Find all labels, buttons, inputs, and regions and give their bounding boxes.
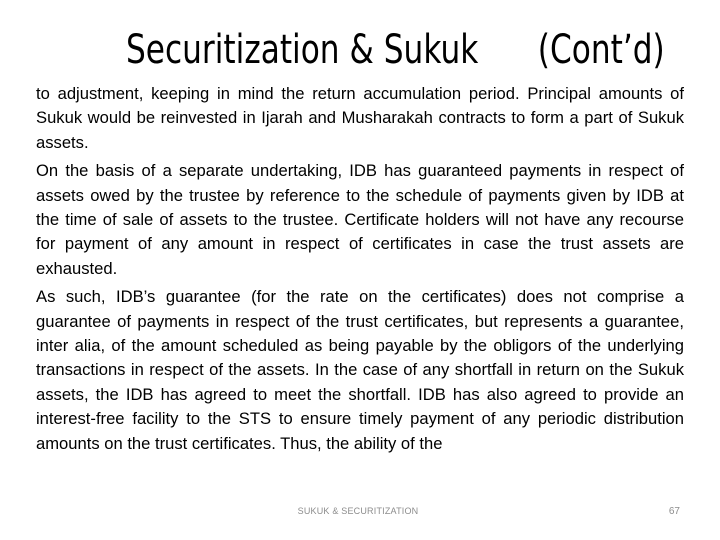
slide-body <box>36 82 684 460</box>
slide-title: Securitization & Sukuk (Cont’d) <box>126 27 665 73</box>
page-number: 67 <box>668 506 680 517</box>
body-paragraph-2: On the basis of a separate undertaking, IDB has guaranteed payments in respect of assets owed by the trustee by reference to the schedule of payments given by IDB at the time of sale of assets to the trustee. Certificate holders will not have any recourse for payment of any amount in respect of certificates in case the trust assets are exhausted. <box>36 161 684 278</box>
body-paragraph-3: As such, IDB’s guarantee (for the rate on the certificates) does not comprise a guarantee of payments in respect of the trust certificates, but represents a guarantee, inter alia, of the amount scheduled as being payable by the obligors of the underlying transactions in respect of the assets. In the case of any shortfall in return on the Sukuk assets, the IDB has agreed to meet the shortfall. IDB has also agreed to provide an interest-free facility to the STS to ensure timely payment of any periodic distribution amounts on the trust certificates. Thus, the ability of the <box>36 287 684 453</box>
body-paragraph-1: to adjustment, keeping in mind the return accumulation period. Principal amounts of Sukuk would be reinvested in Ijarah and Musharakah contracts to form a part of Sukuk assets. <box>36 84 684 152</box>
slide-footer: SUKUK & SECURITIZATION <box>297 506 419 516</box>
